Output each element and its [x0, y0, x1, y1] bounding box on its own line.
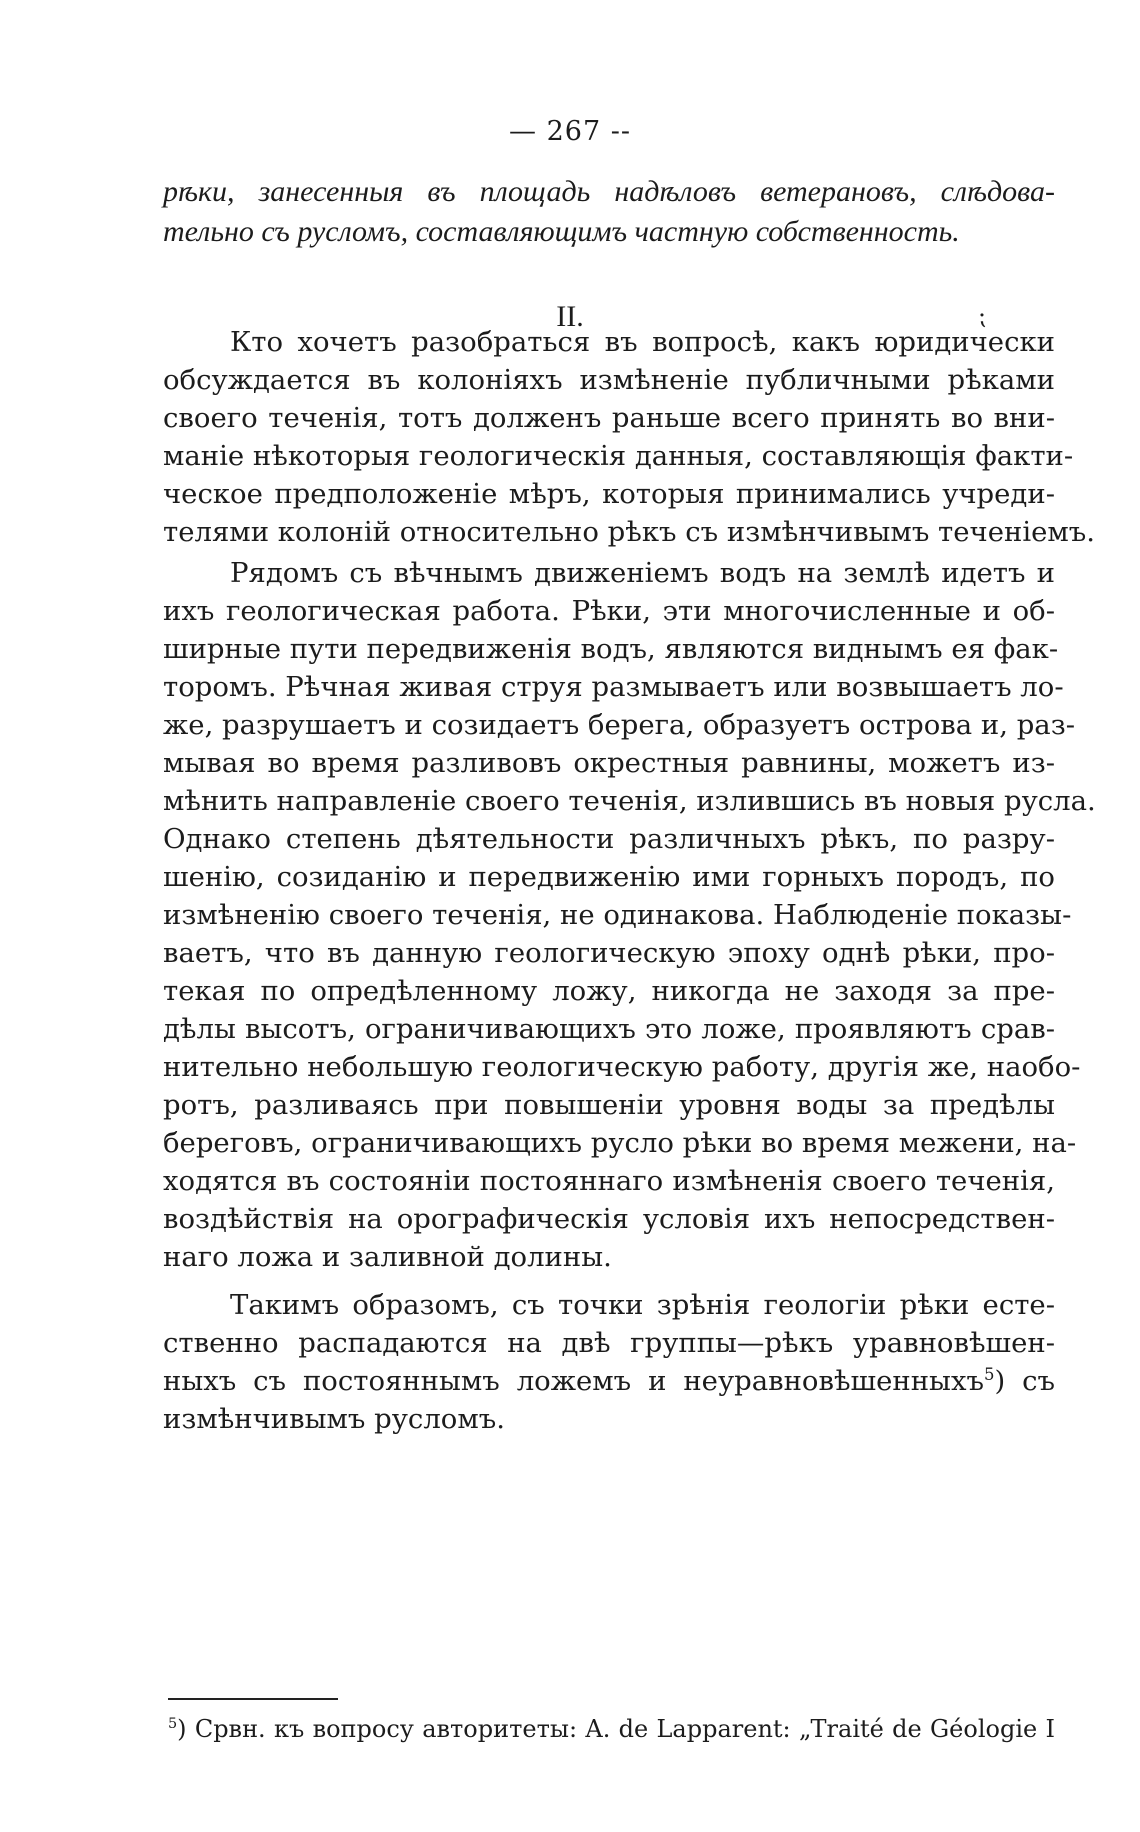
paragraph-2-line-5: же, разрушаетъ и созидаетъ берега, образуетъ острова и, раз-	[163, 709, 1075, 741]
intro-line-2: тельно съ русломъ, составляющимъ частную собственность.	[163, 215, 960, 248]
paragraph-3-line-3	[163, 1361, 1055, 1401]
paragraph-2-line-11: ваетъ, что въ данную геологическую эпоху однѣ рѣки, про-	[163, 937, 1055, 969]
paragraph-3-line-3-tail: ) съ	[994, 1365, 1055, 1397]
footnote-rule	[168, 1698, 338, 1700]
paragraph-2-line-19: наго ложа и заливной долины.	[163, 1241, 612, 1273]
paragraph-2-line-9: шенію, созиданію и передвиженію ими горныхъ породъ, по	[163, 861, 1055, 893]
paragraph-2-line-15: ротъ, разливаясь при повышеніи уровня воды за предѣлы	[163, 1089, 1055, 1121]
paragraph-3-line-2: ственно распадаются на двѣ группы—рѣкъ уравновѣшен-	[163, 1327, 1055, 1359]
paragraph-2-line-13: дѣлы высотъ, ограничивающихъ это ложе, проявляютъ срав-	[163, 1013, 1055, 1045]
paragraph-2-line-17: ходятся въ состояніи постояннаго измѣненія своего теченія,	[163, 1165, 1055, 1197]
paragraph-1-line-4: маніе нѣкоторыя геологическія данныя, составляющія факти-	[163, 440, 1074, 472]
paragraph-2-line-8: Однако степень дѣятельности различныхъ рѣкъ, по разру-	[163, 823, 1055, 855]
paragraph-1-line-1: Кто хочетъ разобраться въ вопросѣ, какъ юридически	[230, 326, 1055, 358]
paragraph-1-line-2: обсуждается въ колоніяхъ измѣненіе публичными рѣками	[163, 364, 1055, 396]
section-heading: II.	[556, 300, 584, 333]
paragraph-2-line-12: текая по опредѣленному ложу, никогда не заходя за пре-	[163, 975, 1055, 1007]
paragraph-2-line-7: мѣнить направленіе своего теченія, излившись въ новыя русла.	[163, 785, 1096, 817]
paragraph-2-line-10: измѣненію своего теченія, не одинакова. Наблюденіе показы-	[163, 899, 1072, 931]
paragraph-2-line-3: ширные пути передвиженія водъ, являются виднымъ ея фак-	[163, 633, 1059, 665]
paragraph-2-line-18: воздѣйствія на орографическія условія ихъ непосредствен-	[163, 1203, 1055, 1235]
paragraph-2-line-4: торомъ. Рѣчная живая струя размываетъ или возвышаетъ ло-	[163, 671, 1064, 703]
paragraph-3-line-3-text: ныхъ съ постояннымъ ложемъ и неуравновѣшенныхъ	[163, 1365, 984, 1397]
footnote-marker: 5	[168, 1716, 178, 1732]
page-number: — 267 --	[509, 116, 631, 147]
paragraph-3-line-4: измѣнчивымъ русломъ.	[163, 1403, 505, 1435]
intro-line-1: рѣки, занесенныя въ площадь надѣловъ ветерановъ, слѣдова-	[163, 175, 1055, 208]
paragraph-2-line-14: нительно небольшую геологическую работу, другія же, наобо-	[163, 1051, 1081, 1083]
paragraph-3-line-1: Такимъ образомъ, съ точки зрѣнія геологіи рѣки есте-	[230, 1289, 1055, 1321]
paragraph-2-line-2: ихъ геологическая работа. Рѣки, эти многочисленные и об-	[163, 595, 1055, 627]
paragraph-2-line-1: Рядомъ съ вѣчнымъ движеніемъ водъ на землѣ идетъ и	[230, 557, 1055, 589]
footnote-text: ) Срвн. къ вопросу авторитеты: A. de Lapparent: „Traité de Géologie I	[177, 1715, 1055, 1743]
paragraph-2-line-16: береговъ, ограничивающихъ русло рѣки во время межени, на-	[163, 1127, 1077, 1159]
paragraph-2-line-6: мывая во время разливовъ окрестныя равнины, можетъ из-	[163, 747, 1055, 779]
paragraph-1-line-5: ческое предположеніе мѣръ, которыя принимались учреди-	[163, 478, 1055, 510]
footnote-reference: 5	[983, 1364, 995, 1384]
section-mark: ⁏	[978, 302, 987, 330]
paragraph-1-line-3: своего теченія, тотъ долженъ раньше всего принять во вни-	[163, 402, 1055, 434]
footnote	[168, 1712, 1055, 1746]
paragraph-1-line-6: телями колоній относительно рѣкъ съ измѣнчивымъ теченіемъ.	[163, 516, 1096, 548]
